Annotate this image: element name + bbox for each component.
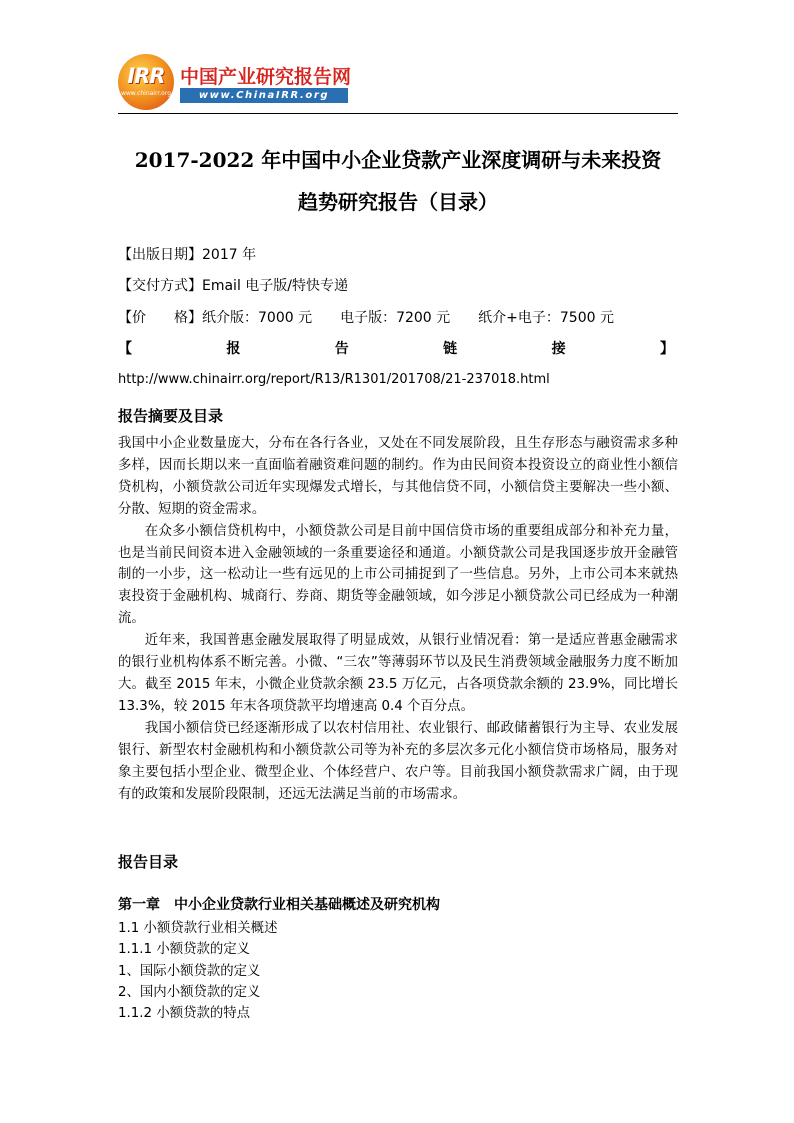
toc-heading: 报告目录 — [118, 853, 179, 871]
site-name: 中国产业研究报告网 — [180, 66, 352, 88]
link-label-char: 】 — [659, 341, 674, 357]
link-label-char: 报 — [226, 341, 241, 357]
badge-sub: www.chinairr.org — [120, 90, 172, 97]
link-label-char: 接 — [551, 341, 566, 357]
summary-paragraph: 我国小额信贷已经逐渐形成了以农村信用社、农业银行、邮政储蓄银行为主导、农业发展银行、新型农村金融机构和小额贷款公司等为补充的多层次多元化小额信贷市场格局，服务对象主要包括小型企业、微型企业、个体经营户、农户等。目前我国小额贷款需求广阔，由于现有的政策和发展阶段限制，还远无法满足当前的市场需求。 — [118, 720, 678, 802]
price-info: 【价 格】纸介版：7000 元 电子版：7200 元 纸介+电子：7500 元 — [118, 310, 614, 326]
toc-item: 2、国内小额贷款的定义 — [118, 985, 261, 1000]
header-divider — [118, 113, 678, 114]
publish-date: 【出版日期】2017 年 — [118, 247, 257, 263]
delivery-method: 【交付方式】Email 电子版/特快专递 — [118, 278, 349, 294]
toc-item: 1.1.1 小额贷款的定义 — [118, 942, 251, 957]
badge-text: IRR — [127, 64, 165, 88]
site-logo[interactable] — [118, 54, 358, 110]
link-label-char: 告 — [334, 341, 349, 357]
report-url-link[interactable]: http://www.chinairr.org/report/R13/R1301/201708/21-237018.html — [118, 372, 550, 387]
summary-paragraph: 在众多小额信贷机构中，小额贷款公司是目前中国信贷市场的重要组成部分和补充力量，也是当前民间资本进入金融领域的一条重要途径和通道。小额贷款公司是我国逐步放开金融管制的一小步，这一松动让一些有远见的上市公司捕捉到了一些信息。另外，上市公司本来就热衷投资于金融机构、城商行、券商、期货等金融领域，如今涉足小额贷款公司已经成为一种潮流。 — [118, 523, 678, 627]
irr-badge-icon — [118, 54, 174, 110]
report-link-label — [118, 338, 674, 358]
report-title-line2: 趋势研究报告（目录） — [298, 190, 498, 214]
summary-paragraph: 近年来，我国普惠金融发展取得了明显成效，从银行业情况看：第一是适应普惠金融需求的银行业机构体系不断完善。小微、“三农”等薄弱环节以及民生消费领域金融服务力度不断加大。截至 2015 年末，小微企业贷款余额 23.5 万亿元，占各项贷款余额的 23.9%，同比增长 13.3%，较 2015 年末各项贷款平均增速高 0.4 个百分点。 — [118, 633, 678, 714]
summary-paragraph: 我国中小企业数量庞大，分布在各行各业，又处在不同发展阶段，且生存形态与融资需求多种多样，因而长期以来一直面临着融资难问题的制约。作为由民间资本投资设立的商业性小额信贷机构，小额贷款公司近年实现爆发式增长，与其他信贷不同，小额信贷主要解决一些小额、分散、短期的资金需求。 — [118, 436, 678, 517]
site-url: www.ChinaIRR.org — [180, 88, 348, 103]
report-title-line1: 2017-2022 年中国中小企业贷款产业深度调研与未来投资 — [134, 148, 662, 172]
link-label-char: 链 — [443, 341, 458, 357]
toc-chapter-1: 第一章 中小企业贷款行业相关基础概述及研究机构 — [118, 897, 440, 913]
summary-heading: 报告摘要及目录 — [118, 407, 224, 425]
toc-item: 1.1.2 小额贷款的特点 — [118, 1006, 251, 1021]
toc-item: 1.1 小额贷款行业相关概述 — [118, 921, 278, 936]
toc-item: 1、国际小额贷款的定义 — [118, 964, 261, 979]
link-label-char: 【 — [118, 341, 132, 357]
summary-body — [118, 433, 678, 805]
